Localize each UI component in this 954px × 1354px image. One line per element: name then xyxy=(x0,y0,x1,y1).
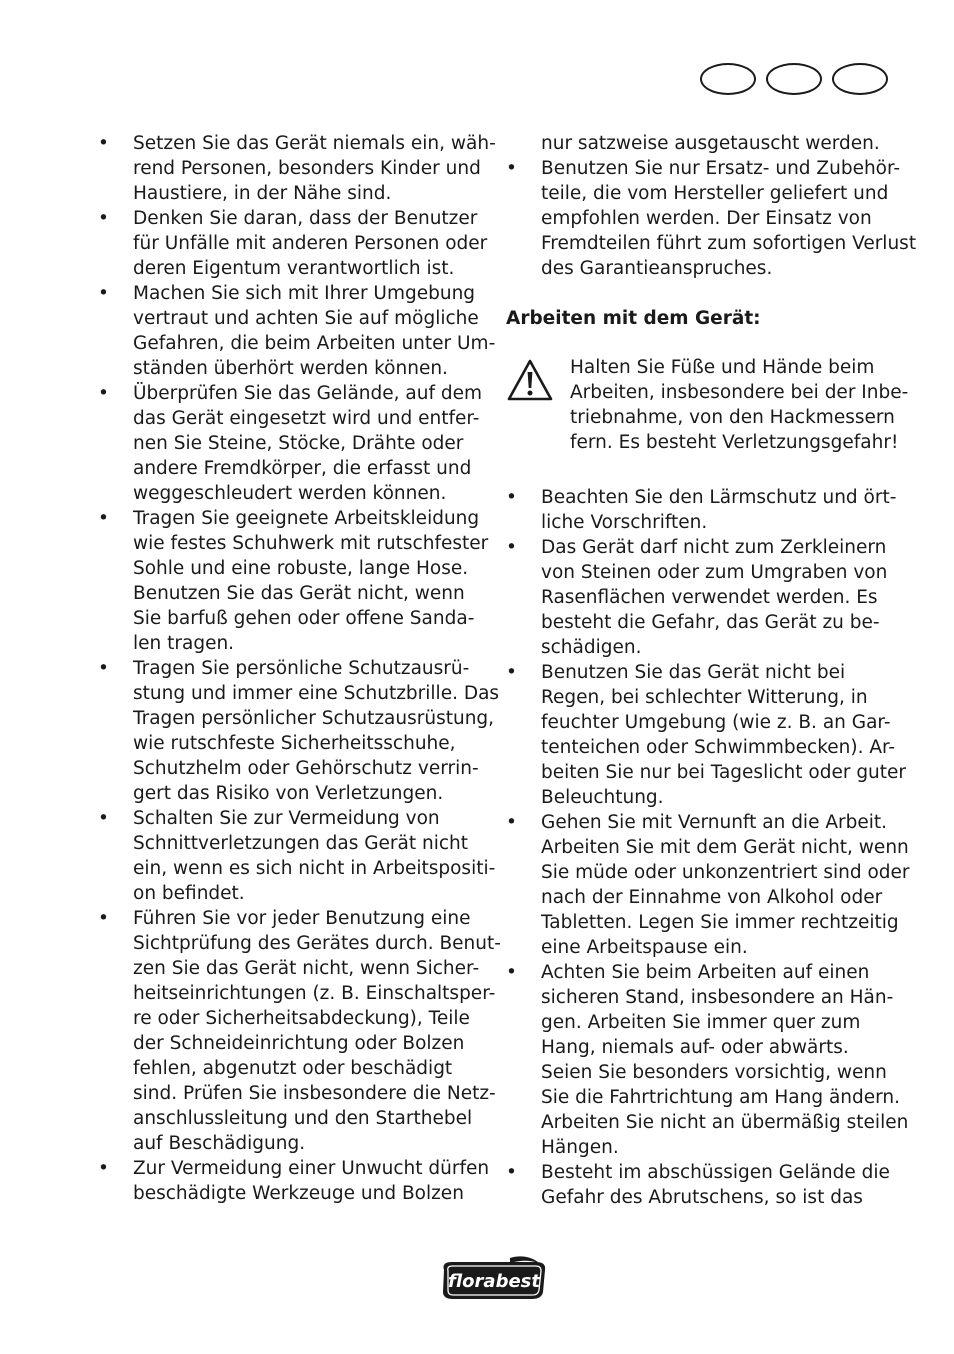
text-line: Sie müde oder unkonzentriert sind oder xyxy=(541,862,910,883)
text-line: Tabletten. Legen Sie immer rechtzeitig xyxy=(541,912,899,933)
language-ovals xyxy=(700,63,890,99)
text-line: zen Sie das Gerät nicht, wenn Sicher- xyxy=(133,958,480,979)
text-line: das Gerät eingesetzt wird und entfer- xyxy=(133,408,480,429)
text-line: weggeschleudert werden können. xyxy=(133,483,447,504)
list-item xyxy=(98,506,488,656)
list-item xyxy=(506,1160,898,1210)
list-item xyxy=(98,206,488,281)
text-line: gert das Risiko von Verletzungen. xyxy=(133,783,444,804)
text-line: wie rutschfeste Sicherheitsschuhe, xyxy=(133,733,456,754)
right-bullet-list-top xyxy=(506,156,917,281)
text-line: besteht die Gefahr, das Gerät zu be- xyxy=(541,612,880,633)
text-line: Sohle und eine robuste, lange Hose. xyxy=(133,558,469,579)
text-line: beiten Sie nur bei Tageslicht oder guter xyxy=(541,762,907,783)
text-line: Regen, bei schlechter Witterung, in xyxy=(541,687,868,708)
text-line: • Das Gerät darf nicht zum Zerkleinern xyxy=(541,537,887,558)
list-item xyxy=(506,485,898,535)
left-column xyxy=(98,131,501,1206)
section-heading: Arbeiten mit dem Gerät: xyxy=(506,308,761,329)
text-line: Fremdteilen führt zum sofortigen Verlust xyxy=(541,233,917,254)
text-line: für Unfälle mit anderen Personen oder xyxy=(133,233,488,254)
list-item xyxy=(98,131,496,206)
text-line: liche Vorschriften. xyxy=(541,512,708,533)
logo-text: florabest xyxy=(448,1271,540,1292)
text-line: empfohlen werden. Der Einsatz von xyxy=(541,208,872,229)
text-line: Arbeiten Sie nicht an übermäßig steilen xyxy=(541,1112,909,1133)
text-line: deren Eigentum verantwortlich ist. xyxy=(133,258,455,279)
text-line: des Garantieanspruches. xyxy=(541,258,773,279)
text-line: • Schalten Sie zur Vermeidung von xyxy=(133,808,440,829)
text-line: ein, wenn es sich nicht in Arbeitspositi- xyxy=(133,858,496,879)
list-item xyxy=(98,1156,488,1206)
list-item xyxy=(98,906,501,1156)
warning-triangle-icon xyxy=(506,358,554,402)
text-line: • Benutzen Sie das Gerät nicht bei xyxy=(541,662,846,683)
text-line: • Denken Sie daran, dass der Benutzer xyxy=(133,208,478,229)
text-line: len tragen. xyxy=(133,633,235,654)
text-line: • Gehen Sie mit Vernunft an die Arbeit. xyxy=(541,812,887,833)
warning-text xyxy=(570,355,909,455)
text-line: • Überprüfen Sie das Gelände, auf dem xyxy=(133,383,482,404)
language-oval-2 xyxy=(766,63,822,95)
list-item xyxy=(506,535,898,660)
list-item xyxy=(506,960,909,1160)
text-line: auf Beschädigung. xyxy=(133,1133,306,1154)
text-line: Gefahr des Abrutschens, so ist das xyxy=(541,1187,863,1208)
text-line: Arbeiten, insbesondere bei der Inbe- xyxy=(570,382,909,403)
text-line: fehlen, abgenutzt oder beschädigt xyxy=(133,1058,453,1079)
text-line: Schnittverletzungen das Gerät nicht xyxy=(133,833,469,854)
text-line: Halten Sie Füße und Hände beim xyxy=(570,357,875,378)
text-line: Hängen. xyxy=(541,1137,619,1158)
text-line: re oder Sicherheitsabdeckung), Teile xyxy=(133,1008,470,1029)
text-line: Rasenflächen verwendet werden. Es xyxy=(541,587,878,608)
text-line: nur satzweise ausgetauscht werden. xyxy=(541,133,880,154)
text-line: eine Arbeitspause ein. xyxy=(541,937,748,958)
list-item xyxy=(506,660,907,810)
text-line: Arbeiten Sie mit dem Gerät nicht, wenn xyxy=(541,837,909,858)
text-line: Sichtprüfung des Gerätes durch. Benut- xyxy=(133,933,501,954)
text-line: nach der Einnahme von Alkohol oder xyxy=(541,887,883,908)
text-line: • Setzen Sie das Gerät niemals ein, wäh- xyxy=(133,133,496,154)
text-line: sicheren Stand, insbesondere an Hän- xyxy=(541,987,894,1008)
text-line: Sie die Fahrtrichtung am Hang ändern. xyxy=(541,1087,901,1108)
list-item xyxy=(98,381,488,506)
text-line: feuchter Umgebung (wie z. B. an Gar- xyxy=(541,712,891,733)
text-line: Tragen persönlicher Schutzausrüstung, xyxy=(133,708,495,729)
text-line: vertraut und achten Sie auf mögliche xyxy=(133,308,479,329)
florabest-logo xyxy=(438,1256,550,1302)
text-line: Hang, niemals auf- oder abwärts. xyxy=(541,1037,849,1058)
text-line: teile, die vom Hersteller geliefert und xyxy=(541,183,889,204)
text-line: wie festes Schuhwerk mit rutschfester xyxy=(133,533,489,554)
text-line: • Beachten Sie den Lärmschutz und ört- xyxy=(541,487,897,508)
text-line: • Achten Sie beim Arbeiten auf einen xyxy=(541,962,870,983)
text-line: der Schneideinrichtung oder Bolzen xyxy=(133,1033,465,1054)
right-column xyxy=(506,131,917,1210)
text-line: ständen überhört werden können. xyxy=(133,358,448,379)
text-line: schädigen. xyxy=(541,637,642,658)
list-item xyxy=(506,156,917,281)
text-line: sind. Prüfen Sie insbesondere die Netz- xyxy=(133,1083,496,1104)
text-line: Schutzhelm oder Gehörschutz verrin- xyxy=(133,758,479,779)
text-line: tenteichen oder Schwimmbecken). Ar- xyxy=(541,737,896,758)
text-line: • Benutzen Sie nur Ersatz- und Zubehör- xyxy=(541,158,901,179)
text-line: Beleuchtung. xyxy=(541,787,664,808)
text-line: heitseinrichtungen (z. B. Einschaltsper- xyxy=(133,983,496,1004)
text-line: • Tragen Sie geeignete Arbeitskleidung xyxy=(133,508,480,529)
text-line: • Führen Sie vor jeder Benutzung eine xyxy=(133,908,471,929)
text-line: rend Personen, besonders Kinder und xyxy=(133,158,481,179)
text-line: triebnahme, von den Hackmessern xyxy=(570,407,895,428)
text-line: Gefahren, die beim Arbeiten unter Um- xyxy=(133,333,496,354)
text-line: fern. Es besteht Verletzungsgefahr! xyxy=(570,432,899,453)
text-line: beschädigte Werkzeuge und Bolzen xyxy=(133,1183,464,1204)
right-bullet-list-bottom xyxy=(506,485,910,1210)
list-item xyxy=(98,656,500,806)
text-line: • Besteht im abschüssigen Gelände die xyxy=(541,1162,890,1183)
text-line: Benutzen Sie das Gerät nicht, wenn xyxy=(133,583,465,604)
text-line: nen Sie Steine, Stöcke, Drähte oder xyxy=(133,433,464,454)
text-line: anschlussleitung und den Starthebel xyxy=(133,1108,473,1129)
text-line: on befindet. xyxy=(133,883,245,904)
left-bullet-list xyxy=(98,131,501,1206)
language-oval-3 xyxy=(832,63,888,95)
text-line: • Tragen Sie persönliche Schutzausrü- xyxy=(133,658,470,679)
list-item xyxy=(98,806,496,906)
text-line: Haustiere, in der Nähe sind. xyxy=(133,183,392,204)
text-line: von Steinen oder zum Umgraben von xyxy=(541,562,888,583)
list-item xyxy=(98,281,496,381)
list-item xyxy=(506,810,910,960)
text-line: gen. Arbeiten Sie immer quer zum xyxy=(541,1012,861,1033)
text-line: • Machen Sie sich mit Ihrer Umgebung xyxy=(133,283,476,304)
text-line: andere Fremdkörper, die erfasst und xyxy=(133,458,472,479)
text-line: Seien Sie besonders vorsichtig, wenn xyxy=(541,1062,887,1083)
text-line: • Zur Vermeidung einer Unwucht dürfen xyxy=(133,1158,490,1179)
text-line: Sie barfuß gehen oder offene Sanda- xyxy=(133,608,475,629)
text-line: stung und immer eine Schutzbrille. Das xyxy=(133,683,500,704)
warning-note xyxy=(506,355,909,455)
continued-text xyxy=(506,131,898,156)
language-oval-1 xyxy=(700,63,756,95)
